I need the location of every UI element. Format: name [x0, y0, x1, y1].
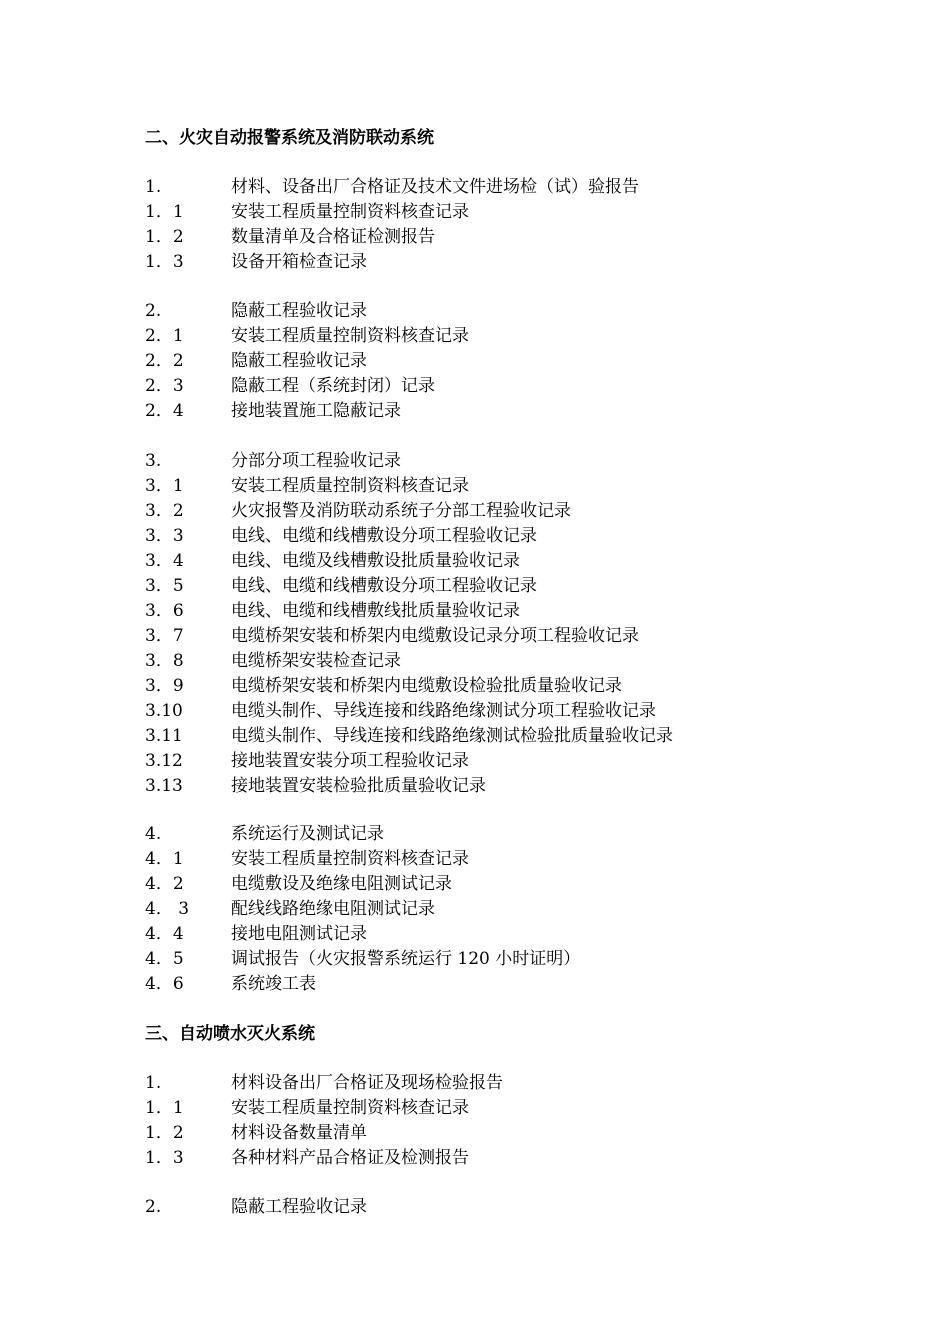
list-item — [145, 549, 865, 574]
item-text: 安装工程质量控制资料核查记录 — [231, 476, 469, 496]
list-item — [145, 225, 865, 250]
list-item — [145, 499, 865, 524]
item-text: 调试报告（火灾报警系统运行 120 小时证明） — [231, 949, 581, 969]
item-text: 隐蔽工程验收记录 — [231, 351, 367, 371]
item-text: 电缆敷设及绝缘电阻测试记录 — [231, 874, 452, 894]
item-number: 1．3 — [145, 252, 184, 272]
item-text: 各种材料产品合格证及检测报告 — [231, 1148, 469, 1168]
item-text: 接地电阻测试记录 — [231, 924, 367, 944]
item-text: 电线、电缆和线槽敷设分项工程验收记录 — [231, 526, 537, 546]
item-number: 4．2 — [145, 874, 184, 894]
list-item — [145, 649, 865, 674]
item-text: 系统运行及测试记录 — [231, 824, 384, 844]
list-item — [145, 399, 865, 424]
list-item — [145, 972, 865, 997]
item-text: 电缆桥架安装和桥架内电缆敷设记录分项工程验收记录 — [231, 626, 639, 646]
list-item — [145, 1071, 865, 1096]
list-item — [145, 250, 865, 275]
list-item — [145, 847, 865, 872]
item-number: 1．2 — [145, 227, 184, 247]
item-text: 隐蔽工程（系统封闭）记录 — [231, 376, 435, 396]
item-text: 接地装置施工隐蔽记录 — [231, 401, 401, 421]
item-text: 火灾报警及消防联动系统子分部工程验收记录 — [231, 501, 571, 521]
item-number: 1. — [145, 1073, 162, 1093]
item-text: 电线、电缆和线槽敷线批质量验收记录 — [231, 601, 520, 621]
list-group — [145, 449, 865, 799]
item-number: 3.13 — [145, 776, 183, 796]
item-number: 3．2 — [145, 501, 184, 521]
item-number: 3．8 — [145, 651, 184, 671]
item-number: 3．9 — [145, 676, 184, 696]
section-heading: 二、火灾自动报警系统及消防联动系统 — [145, 128, 434, 148]
item-number: 1．2 — [145, 1123, 184, 1143]
item-text: 安装工程质量控制资料核查记录 — [231, 326, 469, 346]
list-item — [145, 1096, 865, 1121]
item-number: 2．4 — [145, 401, 184, 421]
list-item — [145, 349, 865, 374]
item-text: 配线线路绝缘电阻测试记录 — [231, 899, 435, 919]
item-text: 电缆桥架安装和桥架内电缆敷设检验批质量验收记录 — [231, 676, 622, 696]
list-item — [145, 749, 865, 774]
item-text: 设备开箱检查记录 — [231, 252, 367, 272]
list-item — [145, 947, 865, 972]
item-text: 安装工程质量控制资料核查记录 — [231, 202, 469, 222]
item-text: 材料、设备出厂合格证及技术文件进场检（试）验报告 — [231, 177, 639, 197]
item-text: 安装工程质量控制资料核查记录 — [231, 849, 469, 869]
item-number: 3．6 — [145, 601, 184, 621]
item-number: 3．5 — [145, 576, 184, 596]
item-text: 材料设备出厂合格证及现场检验报告 — [231, 1073, 503, 1093]
item-text: 接地装置安装检验批质量验收记录 — [231, 776, 486, 796]
item-number: 1．3 — [145, 1148, 184, 1168]
item-number: 3．7 — [145, 626, 184, 646]
item-text: 隐蔽工程验收记录 — [231, 1197, 367, 1217]
list-item — [145, 299, 865, 324]
item-text: 电缆头制作、导线连接和线路绝缘测试检验批质量验收记录 — [231, 726, 673, 746]
list-item — [145, 822, 865, 847]
item-number: 3．1 — [145, 476, 184, 496]
item-number: 3.10 — [145, 701, 183, 721]
list-item — [145, 1195, 865, 1220]
item-text: 电缆头制作、导线连接和线路绝缘测试分项工程验收记录 — [231, 701, 656, 721]
list-item — [145, 922, 865, 947]
list-group — [145, 1195, 865, 1220]
list-item — [145, 574, 865, 599]
item-text: 分部分项工程验收记录 — [231, 451, 401, 471]
section-heading: 三、自动喷水灭火系统 — [145, 1024, 315, 1044]
item-number: 2．2 — [145, 351, 184, 371]
item-number: 3．3 — [145, 526, 184, 546]
item-number: 3．4 — [145, 551, 184, 571]
list-item — [145, 200, 865, 225]
list-item — [145, 474, 865, 499]
list-group — [145, 299, 865, 424]
item-number: 4． 3 — [145, 899, 190, 919]
item-number: 2. — [145, 1197, 162, 1217]
item-number: 3.12 — [145, 751, 183, 771]
item-number: 3.11 — [145, 726, 183, 746]
list-item — [145, 599, 865, 624]
item-text: 数量清单及合格证检测报告 — [231, 227, 435, 247]
list-item — [145, 524, 865, 549]
list-group — [145, 822, 865, 997]
item-number: 4．4 — [145, 924, 184, 944]
item-number: 2．1 — [145, 326, 184, 346]
item-number: 4. — [145, 824, 162, 844]
item-text: 系统竣工表 — [231, 974, 316, 994]
list-item — [145, 774, 865, 799]
item-number: 1. — [145, 177, 162, 197]
item-number: 4．5 — [145, 949, 184, 969]
list-item — [145, 674, 865, 699]
item-number: 2. — [145, 301, 162, 321]
item-text: 安装工程质量控制资料核查记录 — [231, 1098, 469, 1118]
list-item — [145, 1146, 865, 1171]
list-item — [145, 897, 865, 922]
list-item — [145, 1121, 865, 1146]
item-number: 1．1 — [145, 1098, 184, 1118]
list-item — [145, 175, 865, 200]
item-text: 电缆桥架安装检查记录 — [231, 651, 401, 671]
item-text: 材料设备数量清单 — [231, 1123, 367, 1143]
list-group — [145, 1071, 865, 1171]
item-text: 电线、电缆及线槽敷设批质量验收记录 — [231, 551, 520, 571]
list-item — [145, 724, 865, 749]
list-item — [145, 374, 865, 399]
list-item — [145, 324, 865, 349]
item-text: 隐蔽工程验收记录 — [231, 301, 367, 321]
list-group — [145, 175, 865, 275]
item-number: 2．3 — [145, 376, 184, 396]
item-text: 电线、电缆和线槽敷设分项工程验收记录 — [231, 576, 537, 596]
list-item — [145, 872, 865, 897]
list-item — [145, 449, 865, 474]
item-number: 4．1 — [145, 849, 184, 869]
item-number: 1．1 — [145, 202, 184, 222]
item-number: 3. — [145, 451, 162, 471]
item-text: 接地装置安装分项工程验收记录 — [231, 751, 469, 771]
list-item — [145, 624, 865, 649]
list-item — [145, 699, 865, 724]
item-number: 4．6 — [145, 974, 184, 994]
